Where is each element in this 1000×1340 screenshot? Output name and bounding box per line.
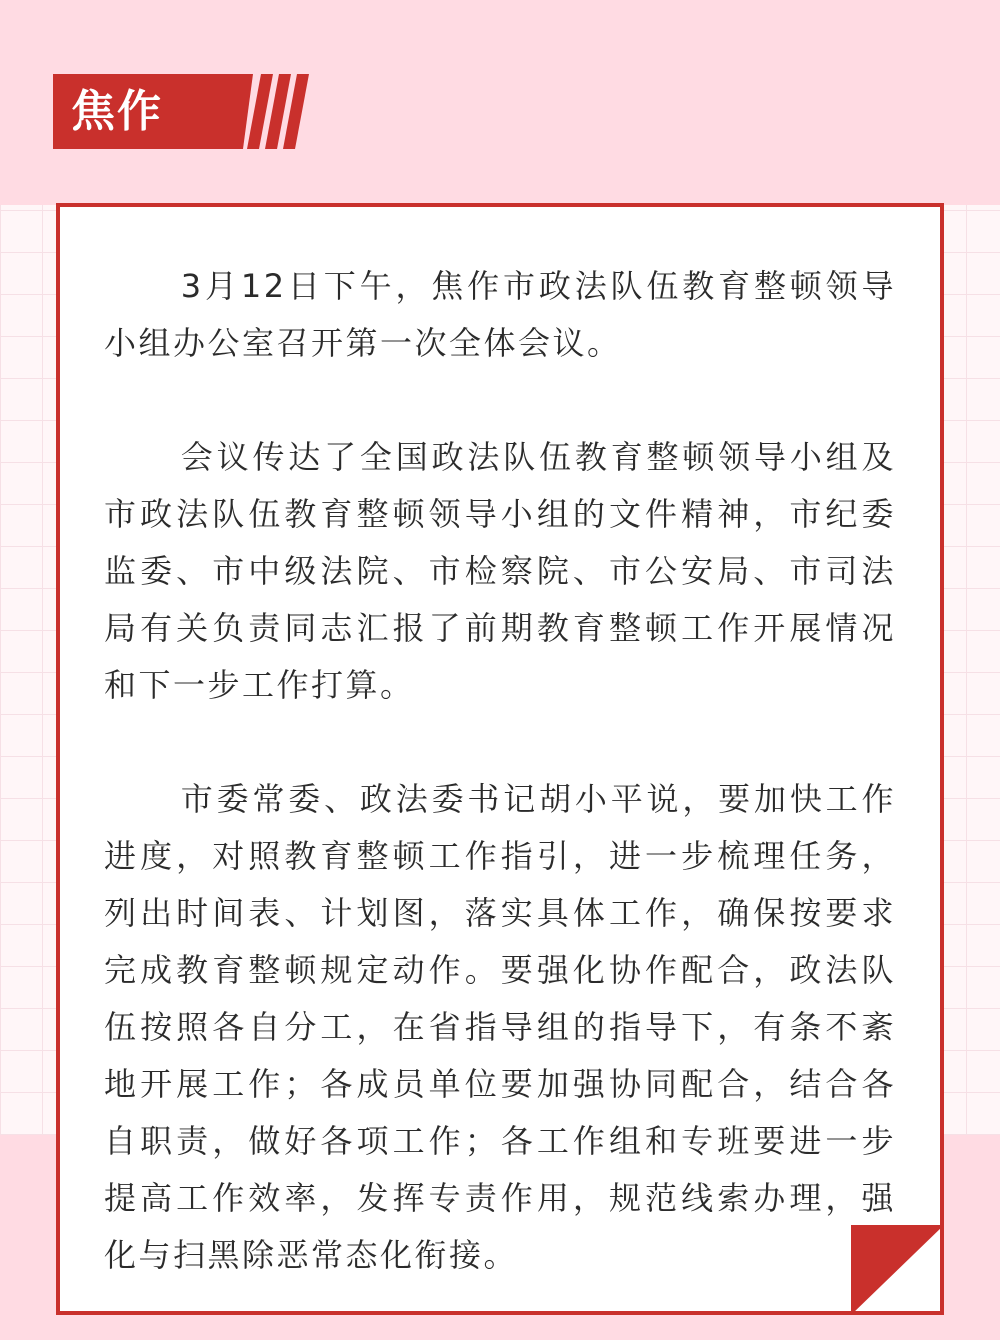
header-tag	[53, 74, 313, 149]
article-paragraph: 市委常委、政法委书记胡小平说，要加快工作进度，对照教育整顿工作指引，进一步梳理任务，列出时间表、计划图，落实具体工作，确保按要求完成教育整顿规定动作。要强化协作配合，政法队伍按照各自分工，在省指导组的指导下，有条不紊地开展工作；各成员单位要加强协同配合，结合各自职责，做好各项工作；各工作组和专班要进一步提高工作效率，发挥专责作用，规范线索办理，强化与扫黑除恶常态化衔接。	[104, 780, 896, 1274]
header-title: 焦作	[71, 86, 163, 137]
article-paragraph: 会议传达了全国政法队伍教育整顿领导小组及市政法队伍教育整顿领导小组的文件精神，市纪委监委、市中级法院、市检察院、市公安局、市司法局有关负责同志汇报了前期教育整顿工作开展情况和下一步工作打算。	[104, 438, 896, 704]
article-body	[104, 258, 896, 1284]
article-paragraph: 3月12日下午，焦作市政法队伍教育整顿领导小组办公室召开第一次全体会议。	[104, 267, 896, 362]
